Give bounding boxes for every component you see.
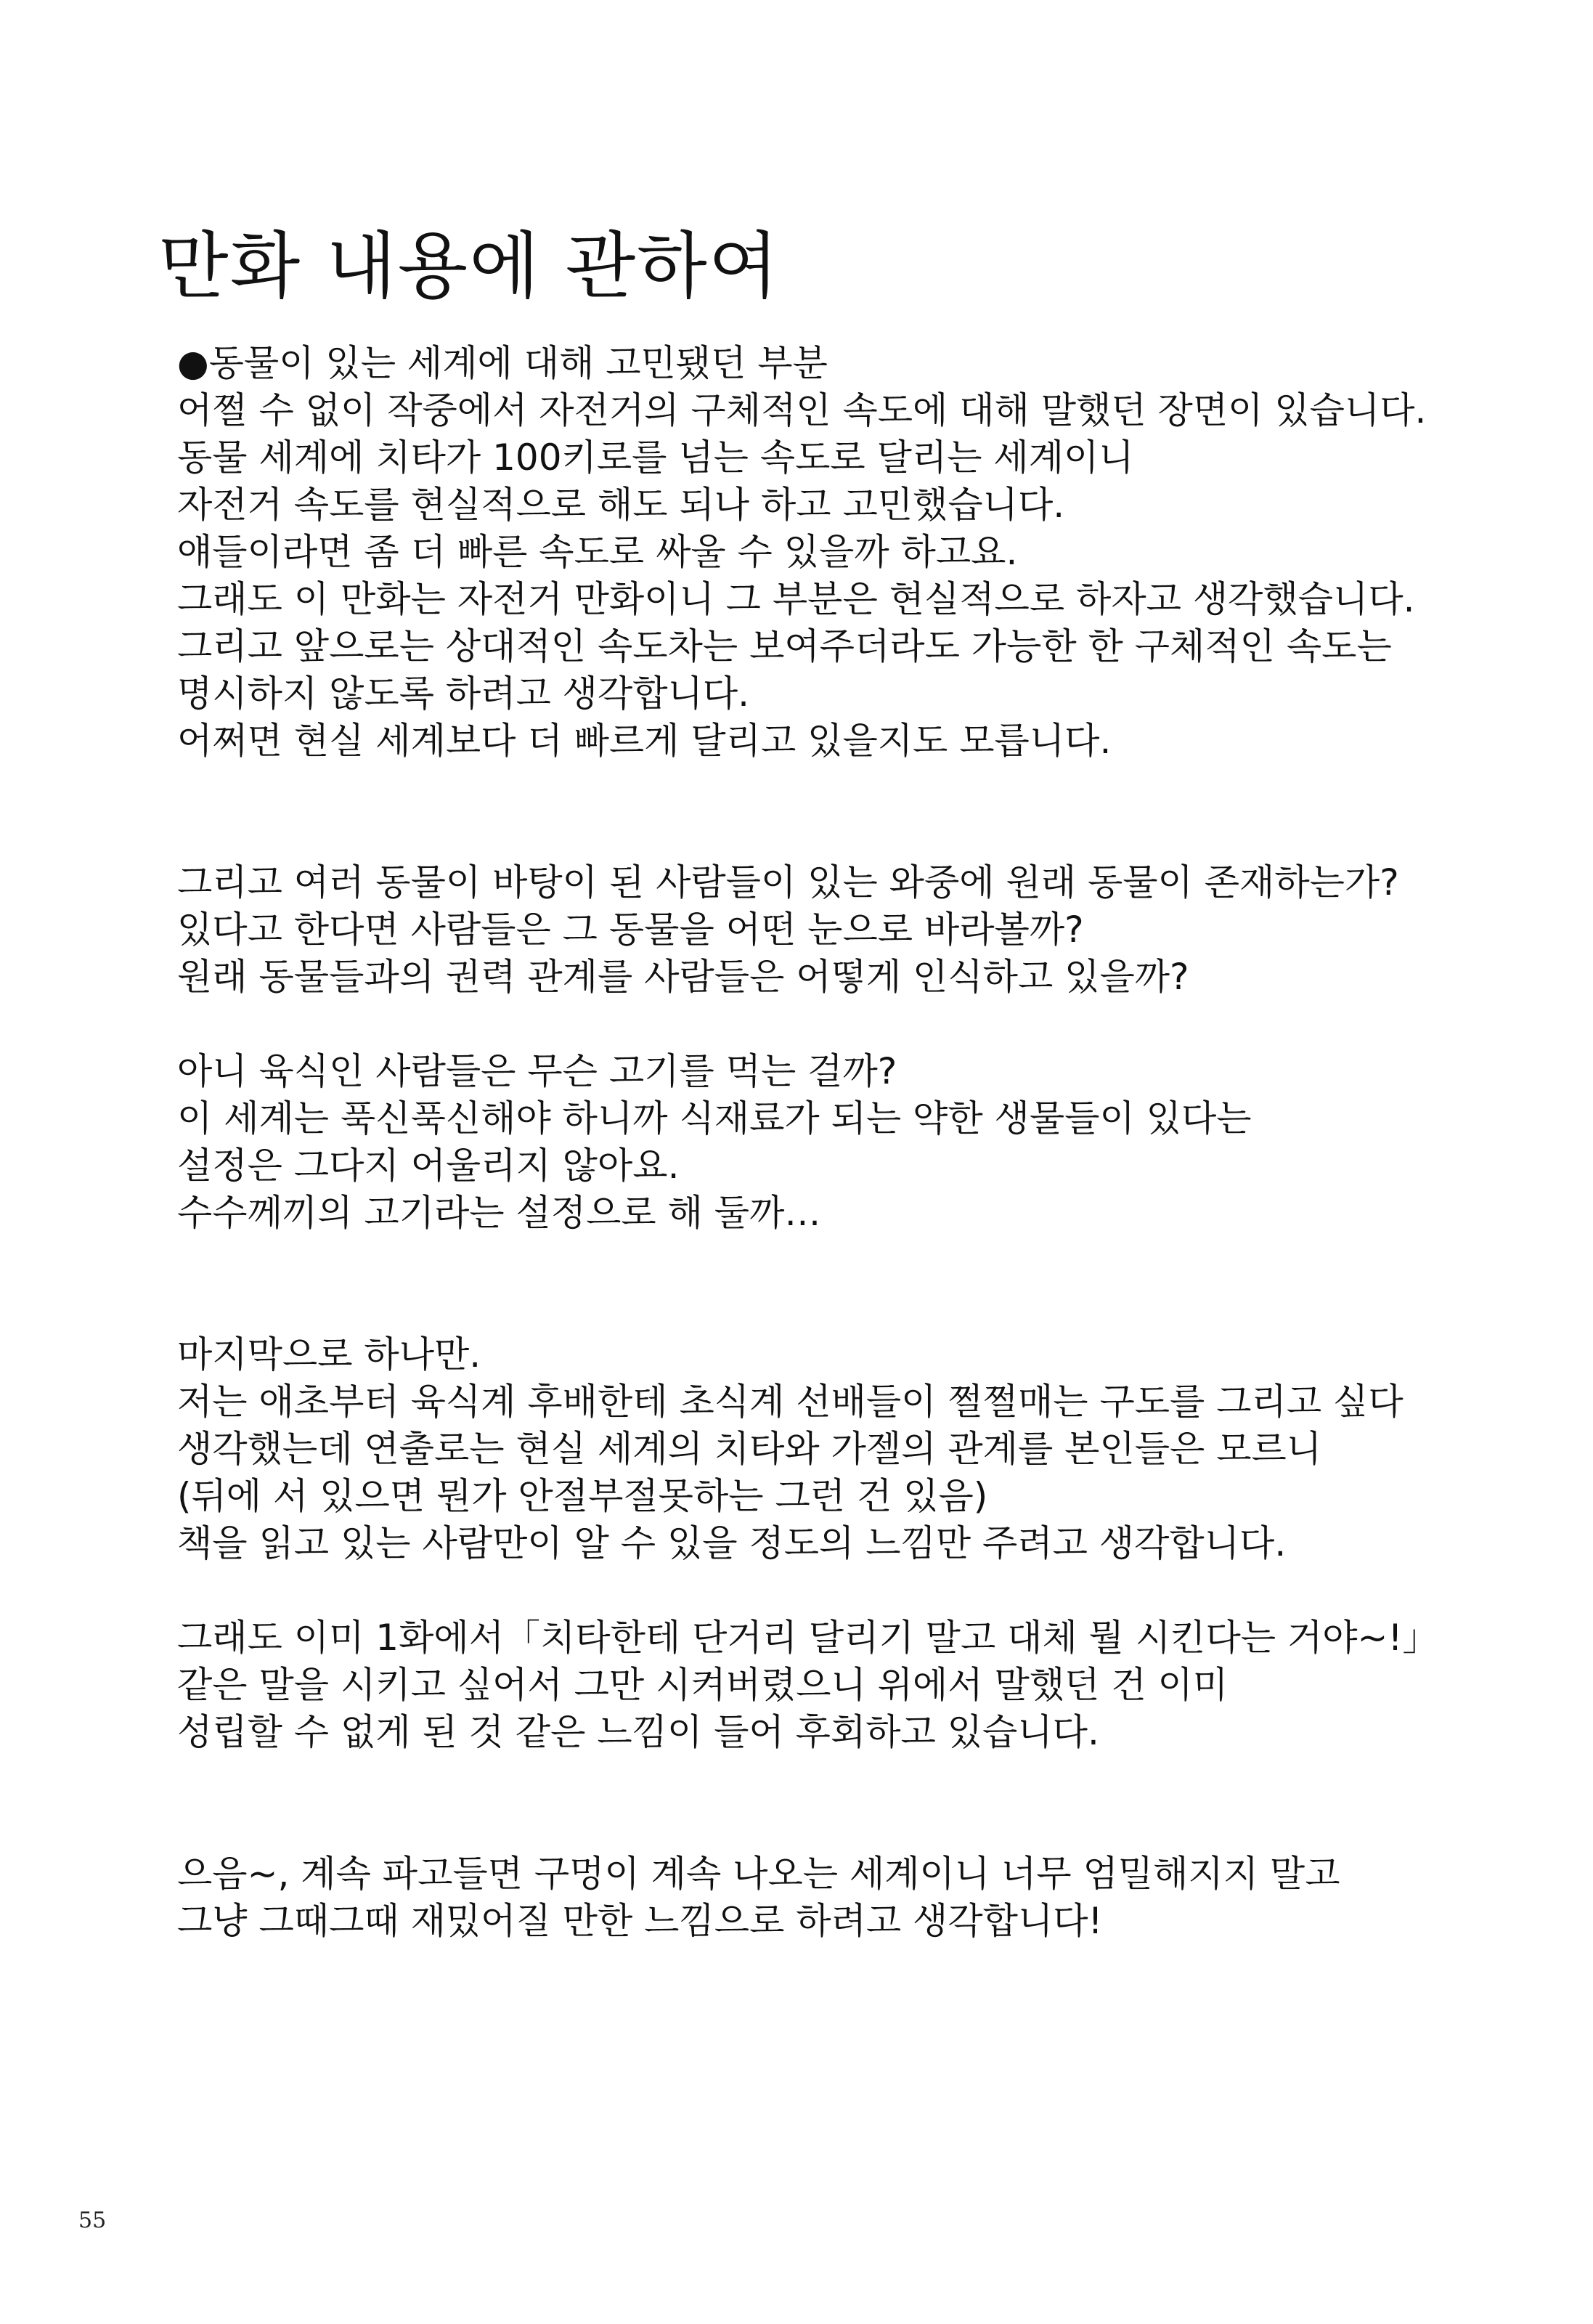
page-number: 55	[78, 2208, 107, 2233]
paragraph-6	[177, 1850, 1557, 1945]
paragraph-spacer	[177, 1001, 1557, 1048]
text-line: 얘들이라면 좀 더 빠른 속도로 싸울 수 있을까 하고요.	[177, 531, 1018, 573]
text-line: (뒤에 서 있으면 뭔가 안절부절못하는 그런 건 있음)	[177, 1475, 988, 1517]
text-line: 명시하지 않도록 하려고 생각합니다.	[177, 673, 750, 715]
text-line: 동물 세계에 치타가 100키로를 넘는 속도로 달리는 세계이니	[177, 436, 1134, 479]
text-line: 이 세계는 푹신푹신해야 하니까 식재료가 되는 약한 생물들이 있다는	[177, 1097, 1252, 1139]
text-line: 같은 말을 시키고 싶어서 그만 시켜버렸으니 위에서 말했던 건 이미	[177, 1664, 1229, 1706]
text-line: 책을 읽고 있는 사람만이 알 수 있을 정도의 느낌만 주려고 생각합니다.	[177, 1522, 1287, 1564]
body-text	[177, 340, 1557, 1945]
text-line: 그리고 앞으로는 상대적인 속도차는 보여주더라도 가능한 한 구체적인 속도는	[177, 625, 1392, 667]
paragraph-4	[177, 1331, 1557, 1567]
text-line: 아니 육식인 사람들은 무슨 고기를 먹는 걸까?	[177, 1050, 897, 1092]
paragraph-spacer	[177, 1237, 1557, 1331]
text-line: 어쩔 수 없이 작중에서 자전거의 구체적인 속도에 대해 말했던 장면이 있습니다.	[177, 389, 1427, 431]
paragraph-spacer	[177, 765, 1557, 859]
text-line: 수수께끼의 고기라는 설정으로 해 둘까…	[177, 1192, 821, 1234]
text-line: 원래 동물들과의 권력 관계를 사람들은 어떻게 인식하고 있을까?	[177, 956, 1189, 998]
page-title: 만화 내용에 관하여	[158, 224, 781, 309]
text-line: 그리고 여러 동물이 바탕이 된 사람들이 있는 와중에 원래 동물이 존재하는가?	[177, 861, 1399, 903]
text-line: 저는 애초부터 육식계 후배한테 초식계 선배들이 쩔쩔매는 구도를 그리고 싶다	[177, 1381, 1403, 1423]
text-line: 그냥 그때그때 재밌어질 만한 느낌으로 하려고 생각합니다!	[177, 1900, 1103, 1942]
paragraph-2	[177, 859, 1557, 1001]
text-line: 그래도 이미 1화에서「치타한테 단거리 달리기 말고 대체 뭘 시킨다는 거야~!」	[177, 1617, 1439, 1659]
text-line: 으음~, 계속 파고들면 구멍이 계속 나오는 세계이니 너무 엄밀해지지 말고	[177, 1853, 1340, 1895]
text-line: 생각했는데 연출로는 현실 세계의 치타와 가젤의 관계를 본인들은 모르니	[177, 1428, 1322, 1470]
paragraph-3	[177, 1048, 1557, 1237]
text-line: 설정은 그다지 어울리지 않아요.	[177, 1145, 680, 1187]
text-line: 성립할 수 없게 된 것 같은 느낌이 들어 후회하고 있습니다.	[177, 1711, 1099, 1753]
text-line: 마지막으로 하나만.	[177, 1333, 481, 1376]
text-line: 있다고 한다면 사람들은 그 동물을 어떤 눈으로 바라볼까?	[177, 909, 1084, 951]
paragraph-spacer	[177, 1756, 1557, 1850]
paragraph-1	[177, 340, 1557, 765]
text-line: 그래도 이 만화는 자전거 만화이니 그 부분은 현실적으로 하자고 생각했습니다.	[177, 578, 1415, 620]
section-heading: ●동물이 있는 세계에 대해 고민됐던 부분	[177, 342, 828, 384]
paragraph-5	[177, 1614, 1557, 1756]
text-line: 자전거 속도를 현실적으로 해도 되나 하고 고민했습니다.	[177, 484, 1065, 526]
text-line: 어쩌면 현실 세계보다 더 빠르게 달리고 있을지도 모릅니다.	[177, 720, 1112, 762]
paragraph-spacer	[177, 1567, 1557, 1614]
